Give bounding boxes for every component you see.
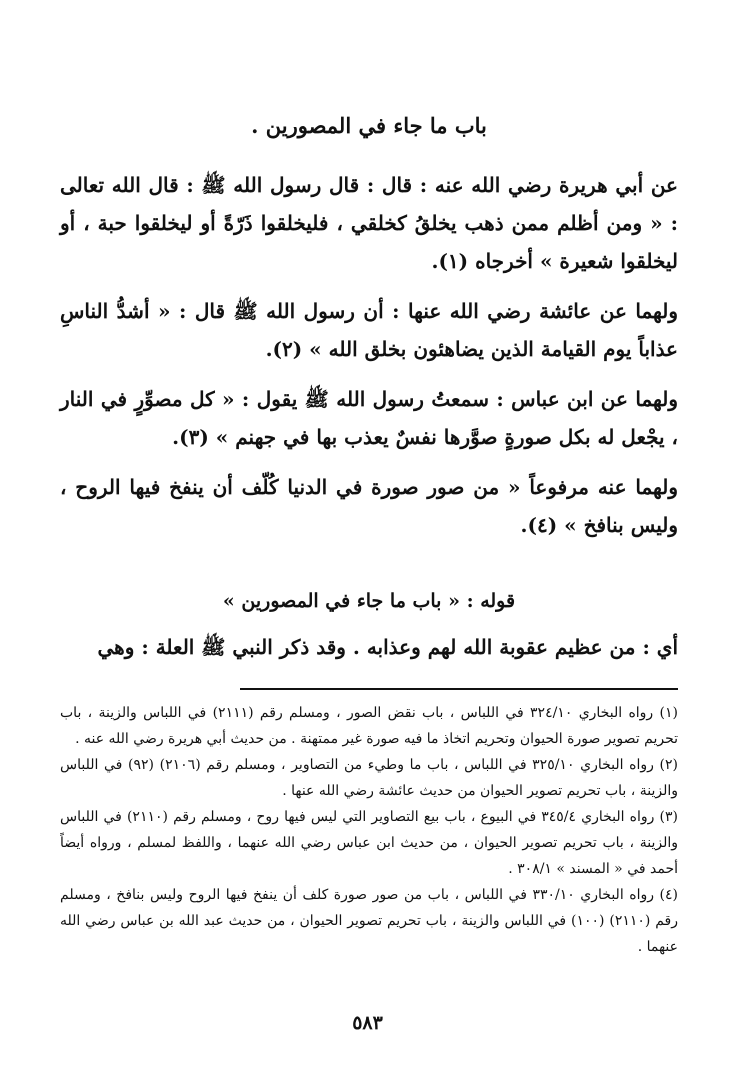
footnotes: [60, 700, 678, 960]
hadith-text: ولهما عن عائشة رضي الله عنها : أن رسول الله ﷺ قال : « أشدُّ الناسِ عذاباً يوم القيامة الذين يضاهئون بخلق الله » (٢).: [60, 299, 678, 361]
chapter-title: باب ما جاء في المصورين .: [251, 113, 487, 138]
commentary-heading: قوله : « باب ما جاء في المصورين »: [222, 590, 516, 612]
hadith-text: ولهما عنه مرفوعاً « من صور صورة في الدنيا كُلّف أن ينفخ فيها الروح ، وليس بنافخ » (٤).: [60, 475, 678, 537]
footnote: (٢) رواه البخاري ٣٢٥/١٠ في اللباس ، باب ما وطيء من التصاوير ، ومسلم رقم (٢١٠٦) (٩٢) في اللباس والزينة ، باب تحريم تصوير الحيوان من حديث عائشة رضي الله عنها .: [60, 757, 679, 799]
hadith-text: ولهما عن ابن عباس : سمعتُ رسول الله ﷺ يقول : « كل مصوِّرٍ في النار ، يجْعل له بكل صورةٍ صوَّرها نفسٌ يعذب بها في جهنم » (٣).: [60, 387, 678, 449]
commentary-paragraph: [60, 628, 678, 666]
hadith-paragraph: [60, 468, 678, 544]
main-text: [60, 110, 678, 678]
hadith-paragraph: [60, 292, 678, 368]
hadith-paragraph: [60, 380, 678, 456]
footnote: (١) رواه البخاري ٣٢٤/١٠ في اللباس ، باب نقض الصور ، ومسلم رقم (٢١١١) في اللباس والزينة ، باب تحريم تصوير صورة الحيوان وتحريم اتخاذ ما فيه صورة غير ممتهنة . من حديث أبي هريرة رضي الله عنه .: [60, 705, 678, 747]
page-number: ٥٨٣: [352, 1012, 383, 1034]
footnote: (٤) رواه البخاري ٣٣٠/١٠ في اللباس ، باب من صور صورة كلف أن ينفخ فيها الروح وليس بنافخ ، ومسلم رقم (٢١١٠) (١٠٠) في اللباس والزينة ، باب تحريم تصوير الحيوان ، من حديث عبد الله بن عباس رضي الله عنهما .: [60, 887, 679, 955]
hadith-text: عن أبي هريرة رضي الله عنه : قال : قال رسول الله ﷺ : قال الله تعالى : « ومن أظلم ممن ذهب يخلقُ كخلقي ، فليخلقوا ذَرّةً أو ليخلقوا حبة ، أو ليخلقوا شعيرة » أخرجاه (١).: [60, 173, 678, 273]
footnote: (٣) رواه البخاري ٣٤٥/٤ في البيوع ، باب بيع التصاوير التي ليس فيها روح ، ومسلم رقم (٢١١٠) في اللباس والزينة ، باب تحريم تصوير الحيوان ، من حديث ابن عباس رضي الله عنهما ، واللفظ لمسلم ، ورواه أيضاً أحمد في « المسند » ٣٠٨/١ .: [60, 809, 678, 877]
commentary-text: أي : من عظيم عقوبة الله لهم وعذابه . وقد ذكر النبي ﷺ العلة : وهي: [97, 635, 678, 659]
footnote-divider: [240, 688, 678, 690]
hadith-paragraph: [60, 166, 678, 280]
